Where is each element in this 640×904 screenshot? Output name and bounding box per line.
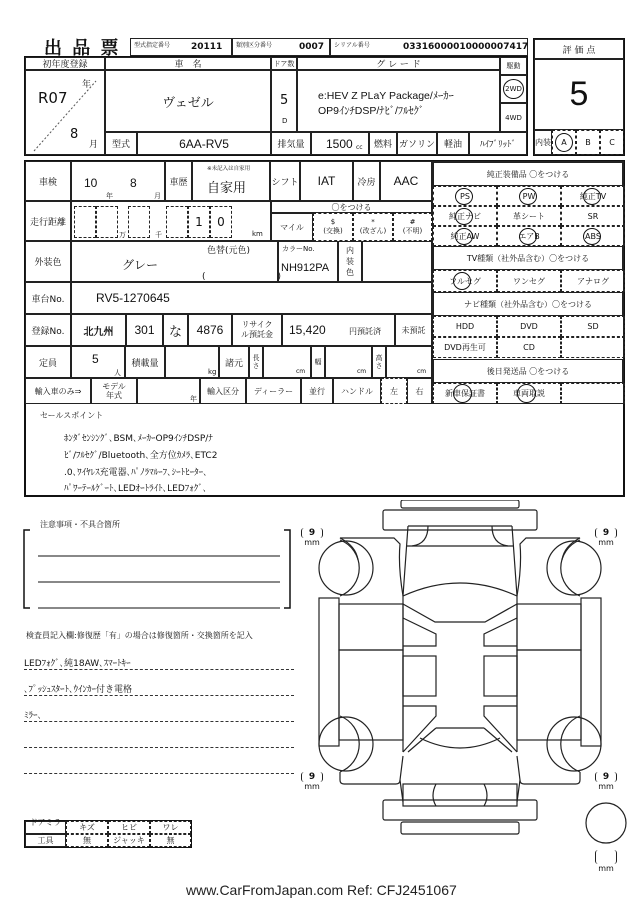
tire-depth-value: 9 bbox=[301, 528, 323, 538]
shift-value: IAT bbox=[300, 161, 353, 201]
tire-depth-front-right bbox=[592, 528, 620, 547]
inspection-year: 10 bbox=[84, 176, 98, 190]
interior-label: 内装 bbox=[534, 130, 552, 155]
reg-kana: な bbox=[163, 314, 188, 346]
fuel-option-diesel[interactable]: 軽油 bbox=[437, 132, 469, 155]
sales-line: .0､ﾜｲﾔﾚｽ充電器､ﾊﾟﾉﾗﾏﾙｰﾌ､ｼｰﾄﾋｰﾀｰ､ bbox=[64, 468, 208, 478]
first-reg-month: 8 bbox=[70, 127, 79, 142]
mileage-digit bbox=[128, 206, 150, 238]
handle-right[interactable]: 右 bbox=[407, 378, 432, 404]
front-left-wheel[interactable] bbox=[319, 541, 373, 595]
chassis-cell bbox=[71, 282, 432, 314]
grade-line1: e:HEV Z PLaY Package/ﾒｰｶｰ bbox=[318, 90, 454, 102]
selected-circle bbox=[583, 228, 601, 245]
navi-title: ナビ種類（社外品含む）〇をつける bbox=[433, 292, 623, 316]
tools-table-cell: 無 bbox=[66, 834, 108, 847]
recycle-label: リサイクル預託金 bbox=[232, 314, 282, 346]
int-color-value bbox=[362, 241, 432, 282]
height-cell bbox=[386, 346, 432, 378]
tools-table-cell: ジャッキ bbox=[108, 834, 150, 847]
width-label: 幅 bbox=[311, 346, 325, 378]
import-type-label: 輸入区分 bbox=[200, 378, 246, 404]
sales-title: セールスポイント bbox=[40, 411, 104, 420]
capacity-label: 定員 bbox=[25, 346, 71, 378]
inspection-cell bbox=[71, 161, 165, 201]
spec-label: 諸元 bbox=[219, 346, 249, 378]
rear-bumper-lip[interactable] bbox=[401, 822, 519, 834]
ac-value: AAC bbox=[380, 161, 432, 201]
history-value: 自家用 bbox=[207, 181, 247, 196]
equipment-title: 純正装備品 〇をつける bbox=[433, 162, 623, 186]
height-unit: cm bbox=[417, 368, 427, 375]
swap-option[interactable]: $ (交換) bbox=[313, 213, 353, 241]
handle-left[interactable]: 左 bbox=[381, 378, 407, 404]
sales-line: ﾎﾝﾀﾞｾﾝｼﾝｸﾞ､BSM､ﾒｰｶｰOP9ｲﾝﾁDSP/ﾅ bbox=[64, 434, 213, 444]
spare-tire[interactable] bbox=[583, 800, 629, 846]
footer-watermark: www.CarFromJapan.com Ref: CFJ2451067 bbox=[186, 882, 457, 898]
right-pillar-panel[interactable] bbox=[484, 656, 517, 696]
equipment-option[interactable]: PS bbox=[433, 186, 497, 206]
ext-color-cell bbox=[71, 241, 282, 282]
inspector-line: ､ﾌﾟｯｼｭｽﾀｰﾄ､ｳｲﾝｶｰ付き電格 bbox=[24, 682, 294, 696]
length-unit: cm bbox=[296, 368, 306, 375]
first-reg-cell bbox=[25, 70, 105, 155]
length-cell bbox=[263, 346, 311, 378]
tv-title: TV種類（社外品含む）〇をつける bbox=[433, 246, 623, 270]
drive-label: 駆動 bbox=[500, 57, 527, 75]
drive-2wd-label: 2WD bbox=[505, 85, 522, 93]
import-label: 輸入車のみ⇒ bbox=[25, 378, 91, 404]
notes-title: 注意事項・不具合箇所 bbox=[40, 520, 120, 529]
type-designation-value: 20111 bbox=[191, 42, 223, 52]
equipment-option[interactable]: 純正AW bbox=[433, 226, 497, 246]
displacement-cell bbox=[311, 132, 369, 155]
navi-option[interactable] bbox=[561, 337, 625, 358]
windshield[interactable] bbox=[403, 583, 517, 596]
front-right-wheel[interactable] bbox=[547, 541, 601, 595]
later-option[interactable]: 車両取説 bbox=[497, 383, 561, 404]
mileage-digit: 1 bbox=[188, 206, 210, 238]
navi-option[interactable]: DVD再生可 bbox=[433, 337, 497, 358]
recycle-value: 15,420 bbox=[289, 323, 326, 337]
tools-table-cell: 無 bbox=[150, 834, 191, 847]
ext-color-value: グレー bbox=[122, 258, 159, 272]
type-designation-box bbox=[130, 38, 232, 56]
first-reg-year: R07 bbox=[38, 89, 68, 107]
history-cell bbox=[192, 161, 270, 201]
parallel-option[interactable]: 並行 bbox=[301, 378, 333, 404]
rear-bumper[interactable] bbox=[383, 800, 537, 820]
inspector-line bbox=[24, 734, 294, 748]
doors-cell bbox=[271, 70, 297, 132]
grade-cell bbox=[297, 70, 500, 132]
displacement-unit: cc bbox=[356, 144, 363, 151]
left-rear-door[interactable] bbox=[339, 650, 403, 740]
right-front-door[interactable] bbox=[517, 604, 581, 650]
tire-depth-unit: mm bbox=[304, 782, 320, 791]
inspection-label: 車検 bbox=[25, 161, 71, 201]
unknown-option[interactable]: # (不明) bbox=[393, 213, 432, 241]
dealer-option[interactable]: ディーラー bbox=[246, 378, 301, 404]
displacement-value: 1500 bbox=[326, 137, 353, 151]
selected-circle bbox=[453, 272, 471, 290]
load-unit: kg bbox=[208, 368, 217, 376]
tire-depth-front-left bbox=[298, 528, 326, 547]
rear-right-wheel[interactable] bbox=[547, 717, 601, 771]
sales-line: ﾊﾟﾜｰﾃｰﾙｹﾞｰﾄ､LEDｵｰﾄﾗｲﾄ､LEDﾌｫｸﾞ､ bbox=[64, 484, 208, 494]
inspector-title: 検査員記入欄:修復歴「有」の場合は修復箇所・交換箇所を記入 bbox=[26, 631, 253, 640]
inspection-year-unit: 年 bbox=[106, 192, 113, 200]
navi-option[interactable]: CD bbox=[497, 337, 561, 358]
recycle-paid: 円預託済 bbox=[349, 327, 381, 336]
reg-class: 301 bbox=[126, 314, 163, 346]
tire-depth-rear-right bbox=[592, 772, 620, 791]
type-designation-label: 型式指定番号 bbox=[134, 42, 171, 49]
serial-label: シリアル番号 bbox=[334, 42, 370, 49]
inspector-line bbox=[24, 760, 294, 774]
navi-option[interactable]: DVD bbox=[497, 316, 561, 337]
model-value: 6AA-RV5 bbox=[137, 132, 271, 155]
tamper-option[interactable]: * (改ざん) bbox=[353, 213, 393, 241]
chassis-value: RV5-1270645 bbox=[96, 291, 170, 305]
displacement-label: 排気量 bbox=[271, 132, 311, 155]
doors-label: ドア数 bbox=[271, 57, 297, 70]
tire-depth-unit: mm bbox=[598, 864, 614, 873]
chassis-label: 車台No. bbox=[25, 282, 71, 314]
mile-option[interactable]: マイル bbox=[271, 213, 313, 241]
width-cell bbox=[325, 346, 372, 378]
serial-value: 03316000010000007417 bbox=[403, 42, 529, 52]
mileage-cell bbox=[71, 201, 271, 241]
handle-label: ハンドル bbox=[333, 378, 381, 404]
selected-circle bbox=[455, 188, 473, 205]
tire-depth-rear-left bbox=[298, 772, 326, 791]
color-no-value: NH912PA bbox=[281, 262, 330, 274]
capacity-cell bbox=[71, 346, 125, 378]
interior-grade-a[interactable]: A bbox=[552, 130, 576, 155]
int-color-label: 内装色 bbox=[338, 241, 362, 282]
model-year-cell bbox=[137, 378, 200, 404]
color-no-label: カラーNo. bbox=[282, 245, 315, 253]
inspection-month: 8 bbox=[130, 176, 137, 190]
first-reg-label: 初年度登録 bbox=[25, 57, 105, 70]
equipment-option[interactable]: PW bbox=[497, 186, 561, 206]
selected-circle bbox=[519, 228, 537, 245]
later-option[interactable] bbox=[561, 383, 625, 404]
tools-table-cell: 工具 bbox=[25, 834, 66, 847]
reg-label: 登録No. bbox=[25, 314, 71, 346]
model-year-label: モデル年式 bbox=[91, 378, 137, 404]
tire-depth-value: 9 bbox=[301, 772, 323, 782]
vehicle-name: ヴェゼル bbox=[105, 70, 271, 132]
import-year-unit: 年 bbox=[190, 395, 197, 403]
fuel-option-hybrid[interactable]: ﾊｲﾌﾞﾘｯﾄﾞ bbox=[469, 132, 527, 155]
selected-circle bbox=[517, 384, 536, 403]
inspector-line: LEDﾌｫｸﾞ､純18AW､ｽﾏｰﾄｷｰ bbox=[24, 656, 294, 670]
tools-table-cell: ワレ bbox=[150, 821, 191, 834]
recycle-unpaid[interactable]: 未預託 bbox=[395, 314, 432, 346]
interior-grade-c[interactable]: C bbox=[600, 130, 624, 155]
recycle-cell bbox=[282, 314, 395, 346]
front-bumper[interactable] bbox=[383, 510, 537, 530]
fuel-option-gasoline[interactable]: ガソリン bbox=[397, 132, 437, 155]
tire-depth-unit: mm bbox=[304, 538, 320, 547]
selected-circle bbox=[455, 208, 473, 225]
year-unit: 年 bbox=[82, 80, 92, 90]
serial-box bbox=[330, 38, 528, 56]
inspection-month-unit: 月 bbox=[154, 192, 161, 200]
rear-left-wheel[interactable] bbox=[319, 717, 373, 771]
navi-option[interactable]: HDD bbox=[433, 316, 497, 337]
equipment-option[interactable]: 革シート bbox=[497, 206, 561, 226]
grade-line2: OP9ｲﾝﾁDSP/ﾅﾋﾞ/ﾌﾙｾｸﾞ bbox=[318, 105, 425, 117]
interior-grade-b[interactable]: B bbox=[576, 130, 600, 155]
score-value: 5 bbox=[534, 59, 624, 130]
tire-depth-spare bbox=[592, 850, 620, 873]
tv-option[interactable]: ワンセグ bbox=[497, 270, 561, 292]
history-label: 車歴 bbox=[165, 161, 192, 201]
shift-label: シフト bbox=[270, 161, 300, 201]
sales-line: ﾋﾞ/ﾌﾙｾｸﾞ/Bluetooth､全方位ｶﾒﾗ､ETC2 bbox=[64, 451, 218, 461]
grade-label: グ レ ー ド bbox=[297, 57, 500, 70]
mileage-digit: 0 bbox=[210, 206, 232, 238]
notes-brackets bbox=[22, 528, 292, 610]
left-pillar-panel[interactable] bbox=[403, 656, 436, 696]
fuel-label: 燃料 bbox=[369, 132, 397, 155]
trunk[interactable] bbox=[403, 784, 517, 806]
month-unit: 月 bbox=[89, 140, 99, 150]
equipment-option[interactable]: 純正ナビ bbox=[433, 206, 497, 226]
reg-num: 4876 bbox=[188, 314, 232, 346]
sen-unit: 千 bbox=[155, 231, 162, 239]
category-value: 0007 bbox=[299, 42, 325, 52]
load-cell bbox=[165, 346, 219, 378]
selected-circle bbox=[519, 188, 537, 205]
capacity-unit: 人 bbox=[114, 369, 121, 377]
width-unit: cm bbox=[357, 368, 367, 375]
equipment-option[interactable]: ABS bbox=[561, 226, 625, 246]
drive-4wd-label: 4WD bbox=[505, 113, 522, 122]
drive-2wd-circle bbox=[503, 79, 524, 99]
selected-circle bbox=[583, 188, 601, 205]
later-title: 後日発送品 〇をつける bbox=[433, 359, 623, 383]
height-label: 高さ bbox=[372, 346, 386, 378]
front-fenders[interactable] bbox=[340, 538, 580, 596]
front-bumper-lip[interactable] bbox=[401, 500, 519, 508]
mileage-label: 走行距離 bbox=[25, 201, 71, 241]
inspector-line: ﾐﾗｰ､ bbox=[24, 708, 294, 722]
form-title: 出 品 票 bbox=[44, 38, 121, 59]
tools-table-cell: ドアミラー bbox=[25, 821, 66, 834]
km-unit: km bbox=[252, 230, 263, 238]
mileage-digit bbox=[166, 206, 188, 238]
doors-value: 5 bbox=[280, 93, 289, 108]
tools-table-cell: ヒビ bbox=[108, 821, 150, 834]
selected-circle bbox=[455, 228, 473, 245]
circle-note: 〇をつける bbox=[271, 201, 432, 213]
selected-circle bbox=[453, 384, 472, 403]
interior-a-circle bbox=[555, 133, 573, 152]
left-front-door[interactable] bbox=[339, 604, 403, 650]
length-label: 長さ bbox=[249, 346, 263, 378]
drive-4wd[interactable] bbox=[500, 103, 527, 132]
car-damage-diagram bbox=[300, 500, 620, 840]
tv-option[interactable]: フルセグ bbox=[433, 270, 497, 292]
equipment-option[interactable]: SR bbox=[561, 206, 625, 226]
tv-option[interactable]: アナログ bbox=[561, 270, 625, 292]
doors-unit: D bbox=[282, 117, 288, 125]
load-label: 積載量 bbox=[125, 346, 165, 378]
navi-option[interactable]: SD bbox=[561, 316, 625, 337]
reg-area: 北九州 bbox=[71, 314, 126, 346]
score-label: 評 価 点 bbox=[534, 39, 624, 59]
vehicle-name-label: 車 名 bbox=[105, 57, 271, 70]
later-option[interactable]: 新車保証書 bbox=[433, 383, 497, 404]
category-label: 類別区分番号 bbox=[236, 42, 273, 49]
ext-color-label: 外装色 bbox=[25, 241, 71, 282]
history-note: ※未記入は自家用 bbox=[207, 166, 251, 172]
ac-label: 冷房 bbox=[353, 161, 380, 201]
mileage-digit bbox=[96, 206, 118, 238]
color-change-label: 色替(元色) bbox=[207, 246, 251, 256]
tire-depth-value bbox=[595, 850, 617, 864]
mileage-digit bbox=[74, 206, 96, 238]
color-change-value: ( ) bbox=[202, 272, 282, 282]
tools-table-cell: キズ bbox=[66, 821, 108, 834]
tire-depth-unit: mm bbox=[598, 782, 614, 791]
capacity-value: 5 bbox=[92, 352, 99, 366]
model-label: 型式 bbox=[105, 132, 137, 155]
category-box bbox=[232, 38, 330, 56]
right-rear-door[interactable] bbox=[517, 650, 581, 740]
equipment-option[interactable]: エアB bbox=[497, 226, 561, 246]
man-unit: 万 bbox=[119, 231, 126, 239]
color-no-cell bbox=[278, 241, 338, 282]
rear-window[interactable] bbox=[420, 738, 500, 748]
tire-depth-unit: mm bbox=[598, 538, 614, 547]
tire-depth-value: 9 bbox=[595, 528, 617, 538]
tire-depth-value: 9 bbox=[595, 772, 617, 782]
equipment-option[interactable]: 純正TV bbox=[561, 186, 625, 206]
